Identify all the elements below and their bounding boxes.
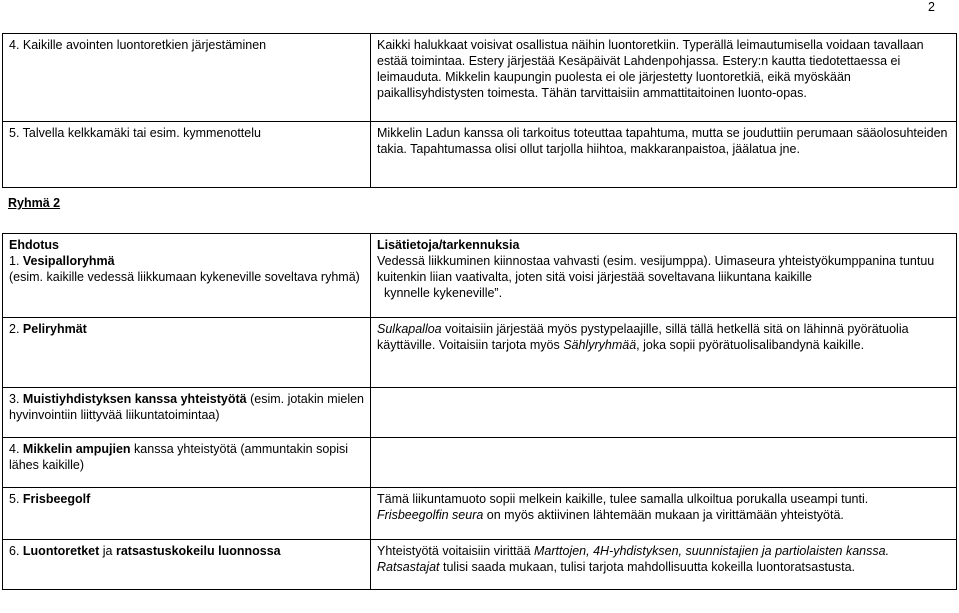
proposal-cell <box>3 540 371 590</box>
details-cell: Mikkelin Ladun kanssa oli tarkoitus toteuttaa tapahtuma, mutta se jouduttiin perumaan sääolosuhteiden takia. Tapahtumassa olisi ollut tarjolla hiihtoa, makkaranpaistoa, jäälatua jne. <box>371 122 957 188</box>
table-row <box>3 488 957 540</box>
top-proposal-table <box>2 33 957 188</box>
table-row <box>3 318 957 388</box>
proposal-cell <box>3 438 371 488</box>
proposal-cell <box>3 488 371 540</box>
details-text: Tämä liikuntamuoto sopii melkein kaikille, tulee samalla ulkoiltua porukalla useampi tunti. <box>377 492 869 506</box>
item-rest: ja <box>99 544 116 558</box>
details-italic: Ratsastajat <box>377 560 440 574</box>
table-row <box>3 388 957 438</box>
details-cell: Kaikki halukkaat voisivat osallistua näihin luontoretkiin. Typerällä leimautumisella voidaan tavallaan estää toimintaa. Estery järjestää Kesäpäivät Lahdenpohjassa. Estery:n kautta tiedotettaessa ei leimauduta. Mikkelin kaupungin puolesta ei ole järjestetty luontoretkiä, eikä myöskään paikallisyhdistysten toimesta. Tähän tarvittaisiin ammattitaitoinen luonto-opas. <box>371 34 957 122</box>
proposal-cell <box>3 318 371 388</box>
details-italic: Frisbeegolfin seura <box>377 508 484 522</box>
page-number: 2 <box>928 0 935 14</box>
table-row <box>3 234 957 318</box>
item-title: Mikkelin ampujien <box>22 442 131 456</box>
details-cell <box>371 388 957 438</box>
item-title: Frisbeegolf <box>22 492 91 506</box>
item-title: Luontoretket <box>22 544 100 558</box>
item-number: 4. <box>9 442 23 456</box>
item-number: 6. <box>9 544 23 558</box>
details-text: Yhteistyötä voitaisiin virittää <box>377 544 535 558</box>
item-title: Peliryhmät <box>22 322 87 336</box>
details-italic: Marttojen, 4H-yhdistyksen, suunnistajien ja partiolaisten kanssa. <box>534 544 890 558</box>
item-title: Muistiyhdistyksen kanssa yhteistyötä <box>22 392 247 406</box>
group-2-table <box>2 233 957 590</box>
details-text: voitaisiin järjestää myös pystypelaajille, sillä tällä hetkellä sitä on lähinnä pyörätuolia käyttäville. Voitaisiin tarjota myös <box>377 322 909 352</box>
details-italic: Sählyryhmää <box>563 338 637 352</box>
details-text: , joka sopii pyörätuolisalibandynä kaikille. <box>636 338 865 352</box>
table-row <box>3 540 957 590</box>
item-subtitle: (esim. kaikille vedessä liikkumaan kykeneville soveltava ryhmä) <box>9 270 360 284</box>
table-row <box>3 122 957 188</box>
table-row <box>3 438 957 488</box>
details-text: tulisi saada mukaan, tulisi tarjota mahdollisuutta kokeilla luontoratsastusta. <box>439 560 856 574</box>
item-title: ratsastuskokeilu luonnossa <box>115 544 281 558</box>
column-header-details: Lisätietoja/tarkennuksia <box>377 238 520 252</box>
item-number: 2. <box>9 322 23 336</box>
details-text: Vedessä liikkuminen kiinnostaa vahvasti (esim. vesijumppa). Uimaseura yhteistyökumppanina tuntuu kuitenkin liian vaativalta, joten sitä voisi järjestää soveltavana liikuntana kaikille <box>377 254 935 284</box>
details-italic: Sulkapalloa <box>377 322 442 336</box>
item-title: Vesipalloryhmä <box>22 254 115 268</box>
item-number: 3. <box>9 392 23 406</box>
item-number: 5. <box>9 492 23 506</box>
proposal-cell: 5. Talvella kelkkamäki tai esim. kymmenottelu <box>3 122 371 188</box>
details-quote: kynnelle kykeneville”. <box>383 286 503 300</box>
table-row <box>3 34 957 122</box>
details-cell <box>371 234 957 318</box>
proposal-cell <box>3 234 371 318</box>
item-rest: kanssa yhteistyötä (ammuntakin sopisi lähes kaikille) <box>9 442 349 472</box>
details-cell <box>371 488 957 540</box>
details-cell <box>371 540 957 590</box>
details-text: on myös aktiivinen lähtemään mukaan ja virittämään yhteistyötä. <box>483 508 844 522</box>
details-cell <box>371 318 957 388</box>
item-rest: (esim. jotakin mielen hyvinvointiin liittyvää liikuntatoimintaa) <box>9 392 365 422</box>
proposal-cell: 4. Kaikille avointen luontoretkien järjestäminen <box>3 34 371 122</box>
item-number: 1. <box>9 254 23 268</box>
group-heading: Ryhmä 2 <box>8 196 61 210</box>
details-cell <box>371 438 957 488</box>
proposal-cell <box>3 388 371 438</box>
column-header-proposal: Ehdotus <box>9 238 59 252</box>
